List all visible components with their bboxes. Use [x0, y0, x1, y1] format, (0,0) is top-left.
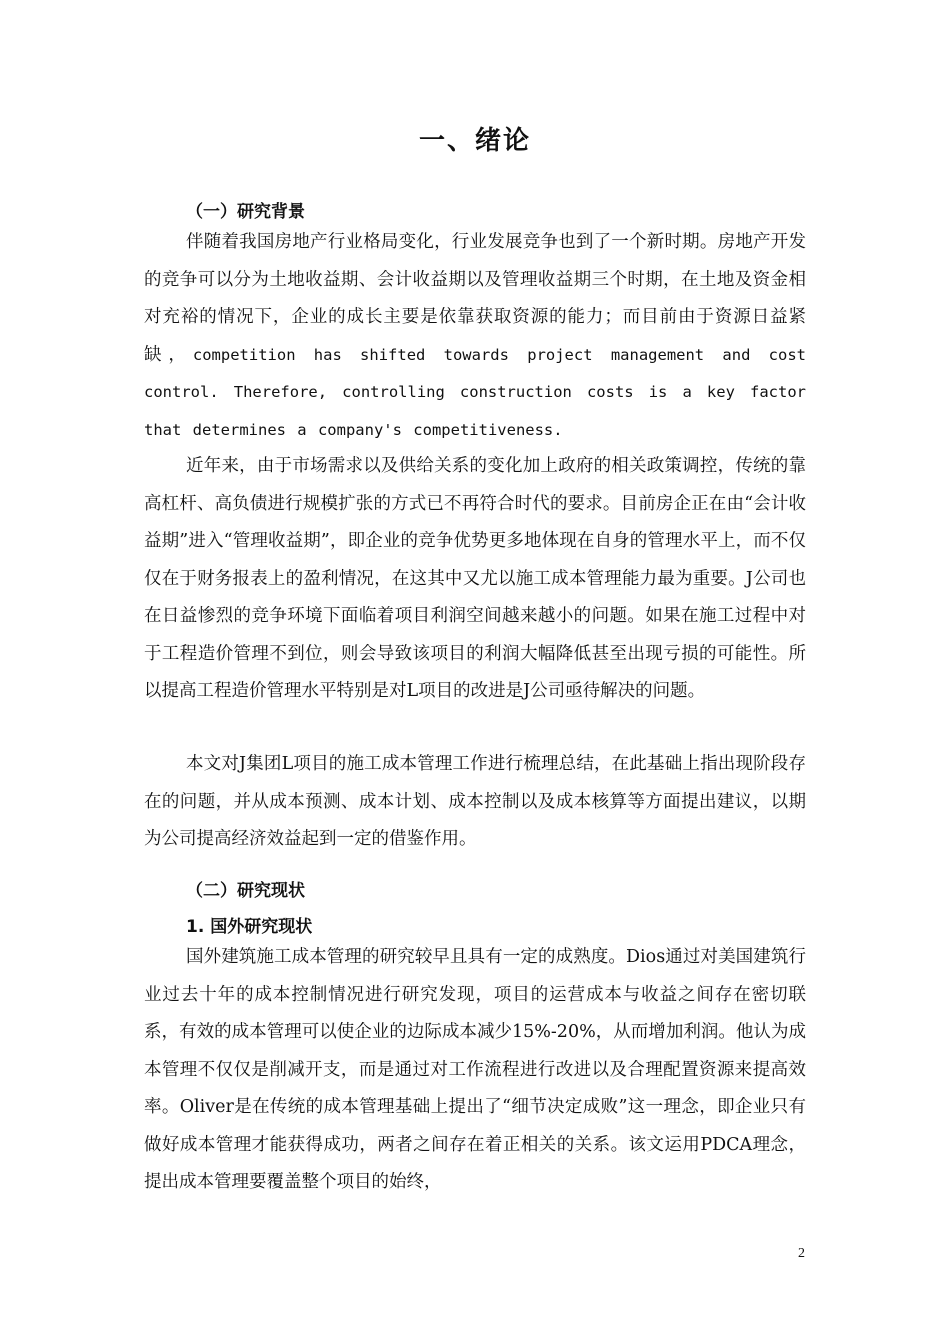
chapter-title: 一、绪论 — [418, 126, 531, 156]
paragraph-background-1-chinese: 伴随着我国房地产行业格局变化，行业发展竞争也到了一个新时期。房地产开发的竞争可以分为土地收益期、会计收益期以及管理收益期三个时期，在土地及资金相对充裕的情况下，企业的成长主要是依靠获取资源的能力；而目前由于资源日益紧缺， — [144, 232, 806, 365]
page-number: 2 — [798, 1246, 805, 1261]
paragraph-background-3: 本文对J集团L项目的施工成本管理工作进行梳理总结，在此基础上指出现阶段存在的问题，并从成本预测、成本计划、成本控制以及成本核算等方面提出建议，以期为公司提高经济效益起到一定的借鉴作用。 — [144, 754, 806, 849]
section-heading-status: （二）研究现状 — [186, 881, 305, 901]
subsection-heading-foreign-research: 1. 国外研究现状 — [186, 917, 313, 937]
paragraph-background-1-english: competition has shifted towards project management and cost control. Therefore, controlling construction costs is a key factor that determines a company's competitiveness. — [144, 345, 807, 439]
paragraph-background-2: 近年来，由于市场需求以及供给关系的变化加上政府的相关政策调控，传统的靠高杠杆、高负债进行规模扩张的方式已不再符合时代的要求。目前房企正在由“会计收益期”进入“管理收益期”，即企业的竞争优势更多地体现在自身的管理水平上，而不仅仅在于财务报表上的盈利情况，在这其中又尤以施工成本管理能力最为重要。J公司也在日益惨烈的竞争环境下面临着项目利润空间越来越小的问题。如果在施工过程中对于工程造价管理不到位，则会导致该项目的利润大幅降低甚至出现亏损的可能性。所以提高工程造价管理水平特别是对L项目的改进是J公司亟待解决的问题。 — [144, 456, 806, 701]
section-heading-background: （一）研究背景 — [186, 202, 305, 222]
paragraph-background-1 — [144, 224, 806, 449]
paragraph-foreign-research-1: 国外建筑施工成本管理的研究较早且具有一定的成熟度。Dios通过对美国建筑行业过去十年的成本控制情况进行研究发现，项目的运营成本与收益之间存在密切联系，有效的成本管理可以使企业的边际成本减少15%-20%，从而增加利润。他认为成本管理不仅仅是削减开支，而是通过对工作流程进行改进以及合理配置资源来提高效率。Oliver是在传统的成本管理基础上提出了“细节决定成败”这一理念，即企业只有做好成本管理才能获得成功，两者之间存在着正相关的关系。该文运用PDCA理念，提出成本管理要覆盖整个项目的始终， — [144, 947, 806, 1192]
